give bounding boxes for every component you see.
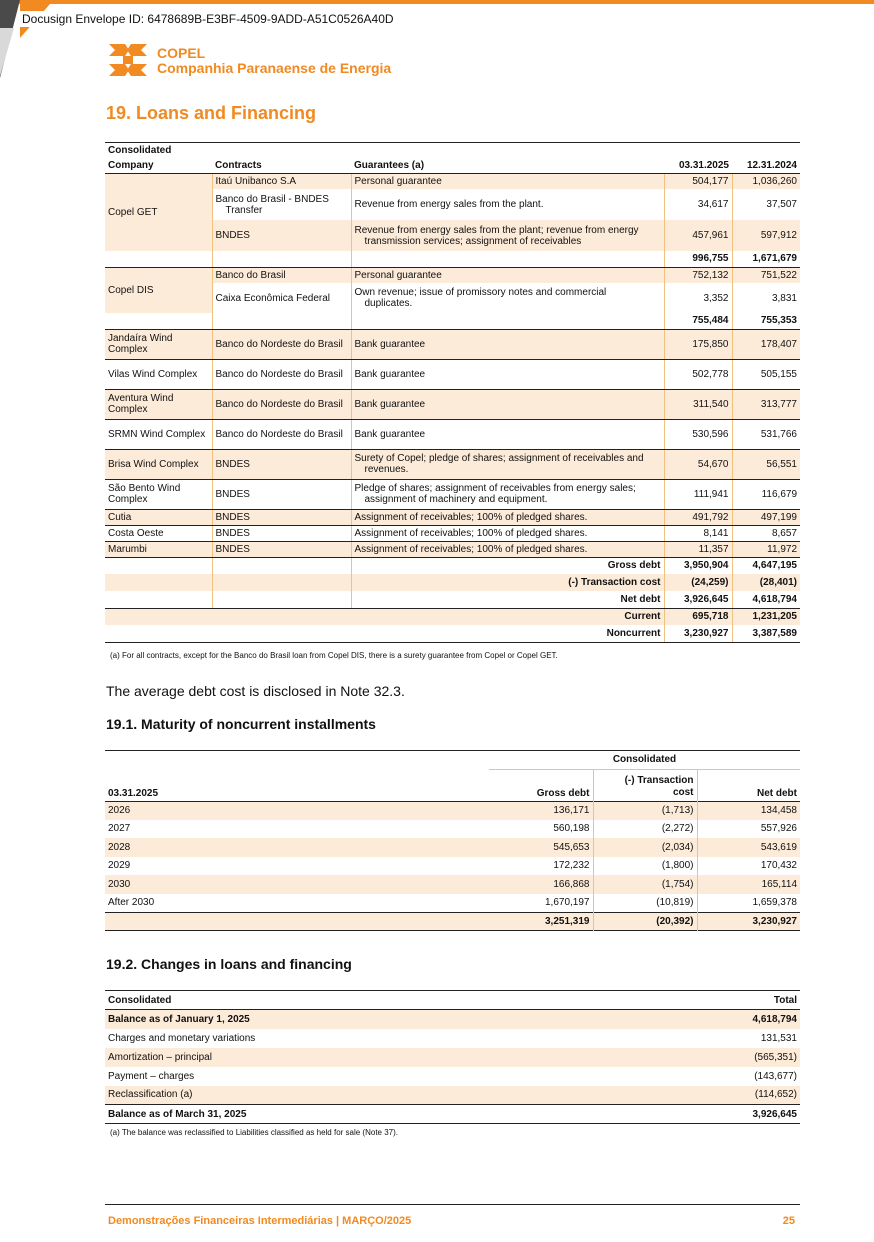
table-row: Costa Oeste BNDES Assignment of receivables; 100% of pledged shares. 8,141 8,657 [105,525,800,541]
subtotal-cell: 755,484 [664,313,732,329]
value-cell: 504,177 [664,174,732,190]
table-row: Reclassification (a) (114,652) [105,1086,800,1105]
table-row: Brisa Wind Complex BNDES Surety of Copel; pledge of shares; assignment of receivables and revenues. 54,670 56,551 [105,449,800,479]
guarantee-cell: Personal guarantee [351,267,664,283]
value-cell: 3,831 [732,283,800,313]
logo-line-1: COPEL [157,45,206,61]
footer-title: Demonstrações Financeiras Intermediárias | MARÇO/2025 [108,1215,412,1227]
changes-table [105,990,800,1124]
summary-row-noncurrent: Noncurrent 3,230,927 3,387,589 [105,625,800,642]
changes-footnote: (a) The balance was reclassified to Liabilities classified as held for sale (Note 37). [110,1128,398,1137]
table-row: SRMN Wind Complex Banco do Nordeste do Brasil Bank guarantee 530,596 531,766 [105,419,800,449]
value-cell: 597,912 [732,220,800,251]
table-row: 2027 560,198 (2,272) 557,926 [105,820,800,839]
contract-cell: BNDES [212,220,351,251]
header-date-1: 03.31.2025 [664,158,732,174]
summary-row-current: Current 695,718 1,231,205 [105,608,800,625]
value-cell: 1,036,260 [732,174,800,190]
value-cell: 751,522 [732,267,800,283]
contract-cell: Itaú Unibanco S.A [212,174,351,190]
changes-header-total: Total [773,994,797,1006]
copel-logo [107,42,391,80]
table-row: Vilas Wind Complex Banco do Nordeste do Brasil Bank guarantee 502,778 505,155 [105,359,800,389]
header-date-2: 12.31.2024 [732,158,800,174]
subtotal-cell: 755,353 [732,313,800,329]
table-row: São Bento Wind Complex BNDES Pledge of shares; assignment of receivables from energy sales; assignment of machinery and equipment. 111,941 116,679 [105,479,800,509]
value-cell: 3,352 [664,283,732,313]
summary-row-gross-debt: Gross debt 3,950,904 4,647,195 [105,557,800,574]
maturity-consolidated-header: Consolidated [489,751,800,770]
value-cell: 34,617 [664,189,732,220]
changes-title: 19.2. Changes in loans and financing [106,956,352,972]
corner-decoration-light [0,28,14,76]
summary-row-transaction-cost: (-) Transaction cost (24,259) (28,401) [105,574,800,591]
guarantee-cell: Revenue from energy sales from the plant; revenue from energy transmission services; assignment of receivables [351,220,664,251]
average-debt-cost-text: The average debt cost is disclosed in Note 32.3. [106,683,405,699]
table-row: 2026 136,171 (1,713) 134,458 [105,801,800,820]
table-row: 2028 545,653 (2,034) 543,619 [105,838,800,857]
changes-header-label: Consolidated [108,994,172,1006]
table-row: Marumbi BNDES Assignment of receivables; 100% of pledged shares. 11,357 11,972 [105,541,800,557]
subtotal-cell: 1,671,679 [732,251,800,267]
summary-row-net-debt: Net debt 3,926,645 4,618,794 [105,591,800,608]
table-row: After 2030 1,670,197 (10,819) 1,659,378 [105,894,800,913]
table-row: 2029 172,232 (1,800) 170,432 [105,857,800,876]
maturity-gross-header: Gross debt [536,787,590,799]
top-accent-bar [0,0,874,4]
company-copel-get: Copel GET [105,174,212,252]
maturity-date-header: 03.31.2025 [108,787,159,799]
table-row: Aventura Wind Complex Banco do Nordeste do Brasil Bank guarantee 311,540 313,777 [105,389,800,419]
value-cell: 752,132 [664,267,732,283]
footer-divider [105,1204,800,1205]
page-number: 25 [782,1215,795,1227]
table-row: Jandaíra Wind Complex Banco do Nordeste do Brasil Bank guarantee 175,850 178,407 [105,329,800,359]
table-row: Balance as of January 1, 2025 4,618,794 [105,1010,800,1029]
loans-table [105,142,800,643]
maturity-title: 19.1. Maturity of noncurrent installments [106,716,376,732]
logo-line-2: Companhia Paranaense de Energia [157,60,392,76]
contract-cell: Caixa Econômica Federal [212,283,351,313]
table-row: Cutia BNDES Assignment of receivables; 100% of pledged shares. 491,792 497,199 [105,509,800,525]
table-row: Charges and monetary variations 131,531 [108,1032,797,1044]
guarantee-cell: Revenue from energy sales from the plant. [351,189,664,220]
table-row: 2030 166,868 (1,754) 165,114 [105,875,800,894]
company-copel-dis: Copel DIS [105,267,212,313]
value-cell: 37,507 [732,189,800,220]
guarantee-cell: Own revenue; issue of promissory notes and commercial duplicates. [351,283,664,313]
value-cell: 457,961 [664,220,732,251]
guarantee-cell: Personal guarantee [351,174,664,190]
copel-logo-icon [107,42,149,80]
header-guarantees: Guarantees (a) [351,158,664,174]
maturity-cost-header: (-) Transaction cost [593,769,697,801]
header-contracts: Contracts [212,158,351,174]
subtotal-cell: 996,755 [664,251,732,267]
table-row: Payment – charges (143,677) [108,1070,797,1082]
maturity-net-header: Net debt [697,769,800,801]
header-consolidated: Consolidated [105,143,800,159]
docusign-envelope-id: Docusign Envelope ID: 6478689B-E3BF-4509-9ADD-A51C0526A40D [18,11,398,27]
contract-cell: Banco do Brasil [212,267,351,283]
table-row: Balance as of March 31, 2025 3,926,645 [105,1105,800,1124]
loans-footnote: (a) For all contracts, except for the Banco do Brasil loan from Copel DIS, there is a surety guarantee from Copel or Copel GET. [110,651,558,660]
table-row: Amortization – principal (565,351) [105,1048,800,1067]
maturity-total-row: 3,251,319 (20,392) 3,230,927 [105,912,800,931]
maturity-table [105,750,800,931]
contract-cell: Banco do Brasil - BNDES Transfer [212,189,351,220]
section-title: 19. Loans and Financing [106,103,317,123]
header-company: Company [105,158,212,174]
